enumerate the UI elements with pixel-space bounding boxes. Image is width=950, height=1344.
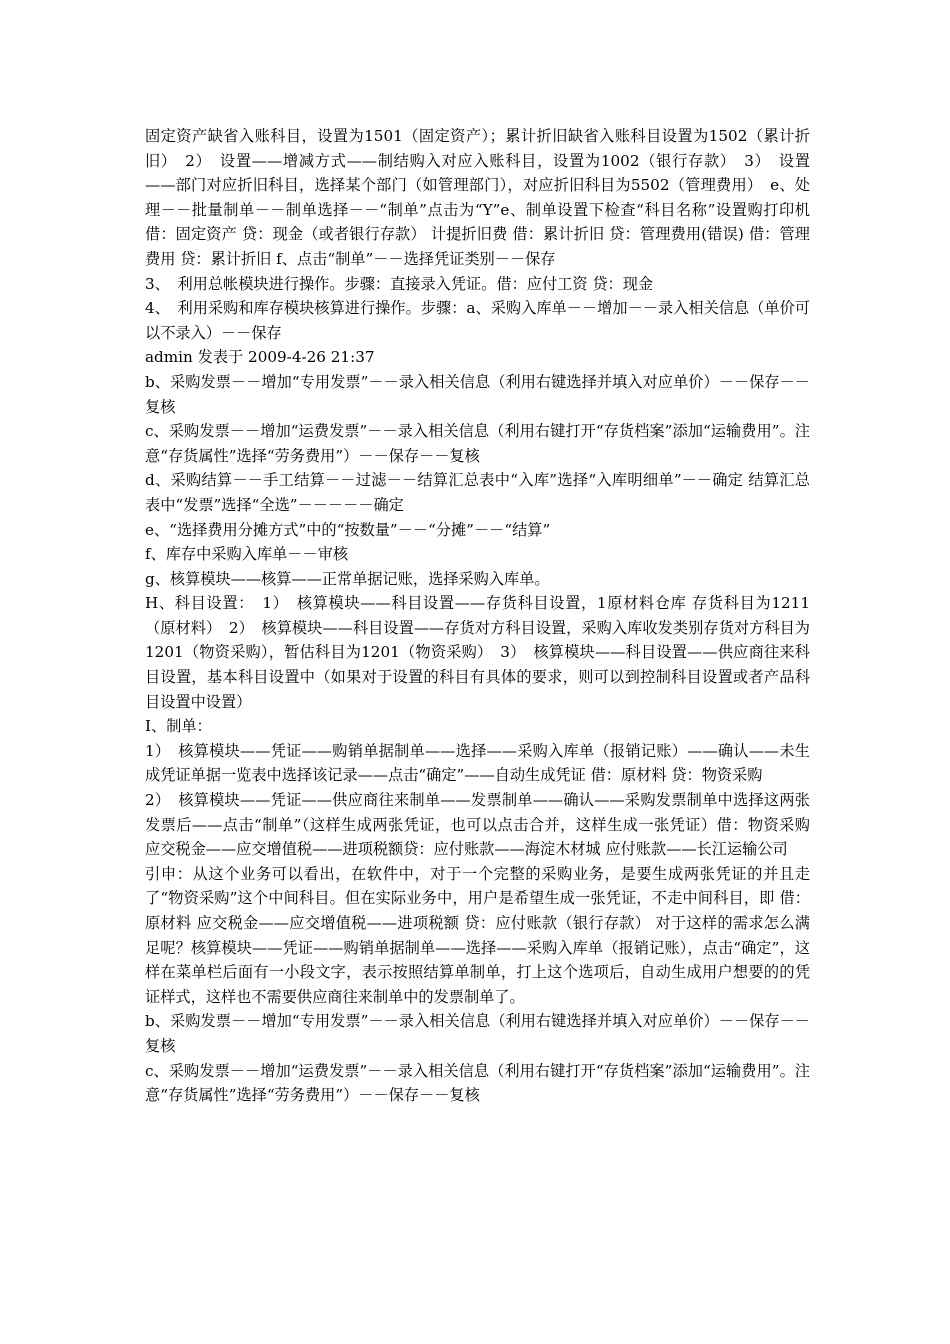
paragraph-step-g: g、核算模块——核算——正常单据记账，选择采购入库单。 [145,569,550,588]
post-meta: admin 发表于 2009-4-26 21:37 [145,348,375,367]
paragraph-purchase-inventory: 4、 利用采购和库存模块核算进行操作。步骤：a、采购入库单－－增加－－录入相关信息（单价可以不录入）－－保存 [145,299,810,342]
paragraph-step-b-repeat: b、采购发票－－增加“专用发票”－－录入相关信息（利用右键选择并填入对应单价）－－保存－－复核 [145,1012,810,1055]
paragraph-general-ledger: 3、 利用总帐模块进行操作。步骤：直接录入凭证。借：应付工资 贷：现金 [145,274,654,293]
document-body [145,124,810,1108]
paragraph-step-i: I、制单： [145,717,212,736]
paragraph-step-d: d、采购结算－－手工结算－－过滤－－结算汇总表中“入库”选择“入库明细单”－－确定 结算汇总表中“发票”选择“全选”－－－－－确定 [145,471,810,514]
paragraph-step-i-2: 2） 核算模块——凭证——供应商往来制单——发票制单——确认——采购发票制单中选择这两张发票后——点击“制单”（这样生成两张凭证，也可以点击合并，这样生成一张凭证）借：物资采购 应交税金——应交增值税——进项税额贷：应付账款——海淀木材城 应付账款——长江运输公司 [145,791,810,859]
paragraph-fixed-asset-settings: 固定资产缺省入账科目，设置为1501（固定资产）；累计折旧缺省入账科目设置为1502（累计折旧） 2） 设置——增减方式——制结购入对应入账科目，设置为1002（银行存款） 3） 设置——部门对应折旧科目，选择某个部门（如管理部门），对应折旧科目为5502（管理费用） e、处理－－批量制单－－制单选择－－“制单”点击为“Y”e、制单设置下检查“科目名称”设置购打印机 借：固定资产 贷：现金（或者银行存款） 计提折旧费 借：累计折旧 贷：管理费用(错误) 借：管理费用 贷：累计折旧 f、点击“制单”－－选择凭证类别－－保存 [145,127,810,268]
paragraph-step-e: e、“选择费用分摊方式”中的“按数量”－－“分摊”－－“结算” [145,520,551,539]
paragraph-extension: 引申：从这个业务可以看出，在软件中，对于一个完整的采购业务，是要生成两张凭证的并且走了“物资采购”这个中间科目。但在实际业务中，用户是希望生成一张凭证，不走中间科目，即 借：原材料 应交税金——应交增值税——进项税额 贷：应付账款（银行存款） 对于这样的需求怎么满足呢？核算模块——凭证——购销单据制单——选择——采购入库单（报销记账），点击“确定”，这样在菜单栏后面有一小段文字，表示按照结算单制单，打上这个选项后，自动生成用户想要的的凭证样式，这样也不需要供应商往来制单中的发票制单了。 [145,864,810,1006]
paragraph-step-f: f、库存中采购入库单－－审核 [145,545,349,564]
paragraph-step-c: c、采购发票－－增加“运费发票”－－录入相关信息（利用右键打开“存货档案”添加“运输费用”。注意“存货属性”选择“劳务费用”）－－保存－－复核 [145,422,810,465]
paragraph-step-i-1: 1） 核算模块——凭证——购销单据制单——选择——采购入库单（报销记账）——确认——未生成凭证单据一览表中选择该记录——点击“确定”——自动生成凭证 借：原材料 贷：物资采购 [145,741,810,785]
paragraph-step-c-repeat: c、采购发票－－增加“运费发票”－－录入相关信息（利用右键打开“存货档案”添加“运输费用”。注意“存货属性”选择“劳务费用”）－－保存－－复核 [145,1061,810,1105]
paragraph-step-h: H、科目设置： 1） 核算模块——科目设置——存货科目设置，1原材料仓库 存货科目为1211（原材料） 2） 核算模块——科目设置——存货对方科目设置，采购入库收发类别存货对方科目为1201（物资采购），暂估科目为1201（物资采购） 3） 核算模块——科目设置——供应商往来科目设置，基本科目设置中（如果对于设置的科目有具体的要求，则可以到控制科目设置或者产品科目设置中设置） [145,594,810,711]
paragraph-step-b: b、采购发票－－增加“专用发票”－－录入相关信息（利用右键选择并填入对应单价）－－保存－－复核 [145,372,810,416]
